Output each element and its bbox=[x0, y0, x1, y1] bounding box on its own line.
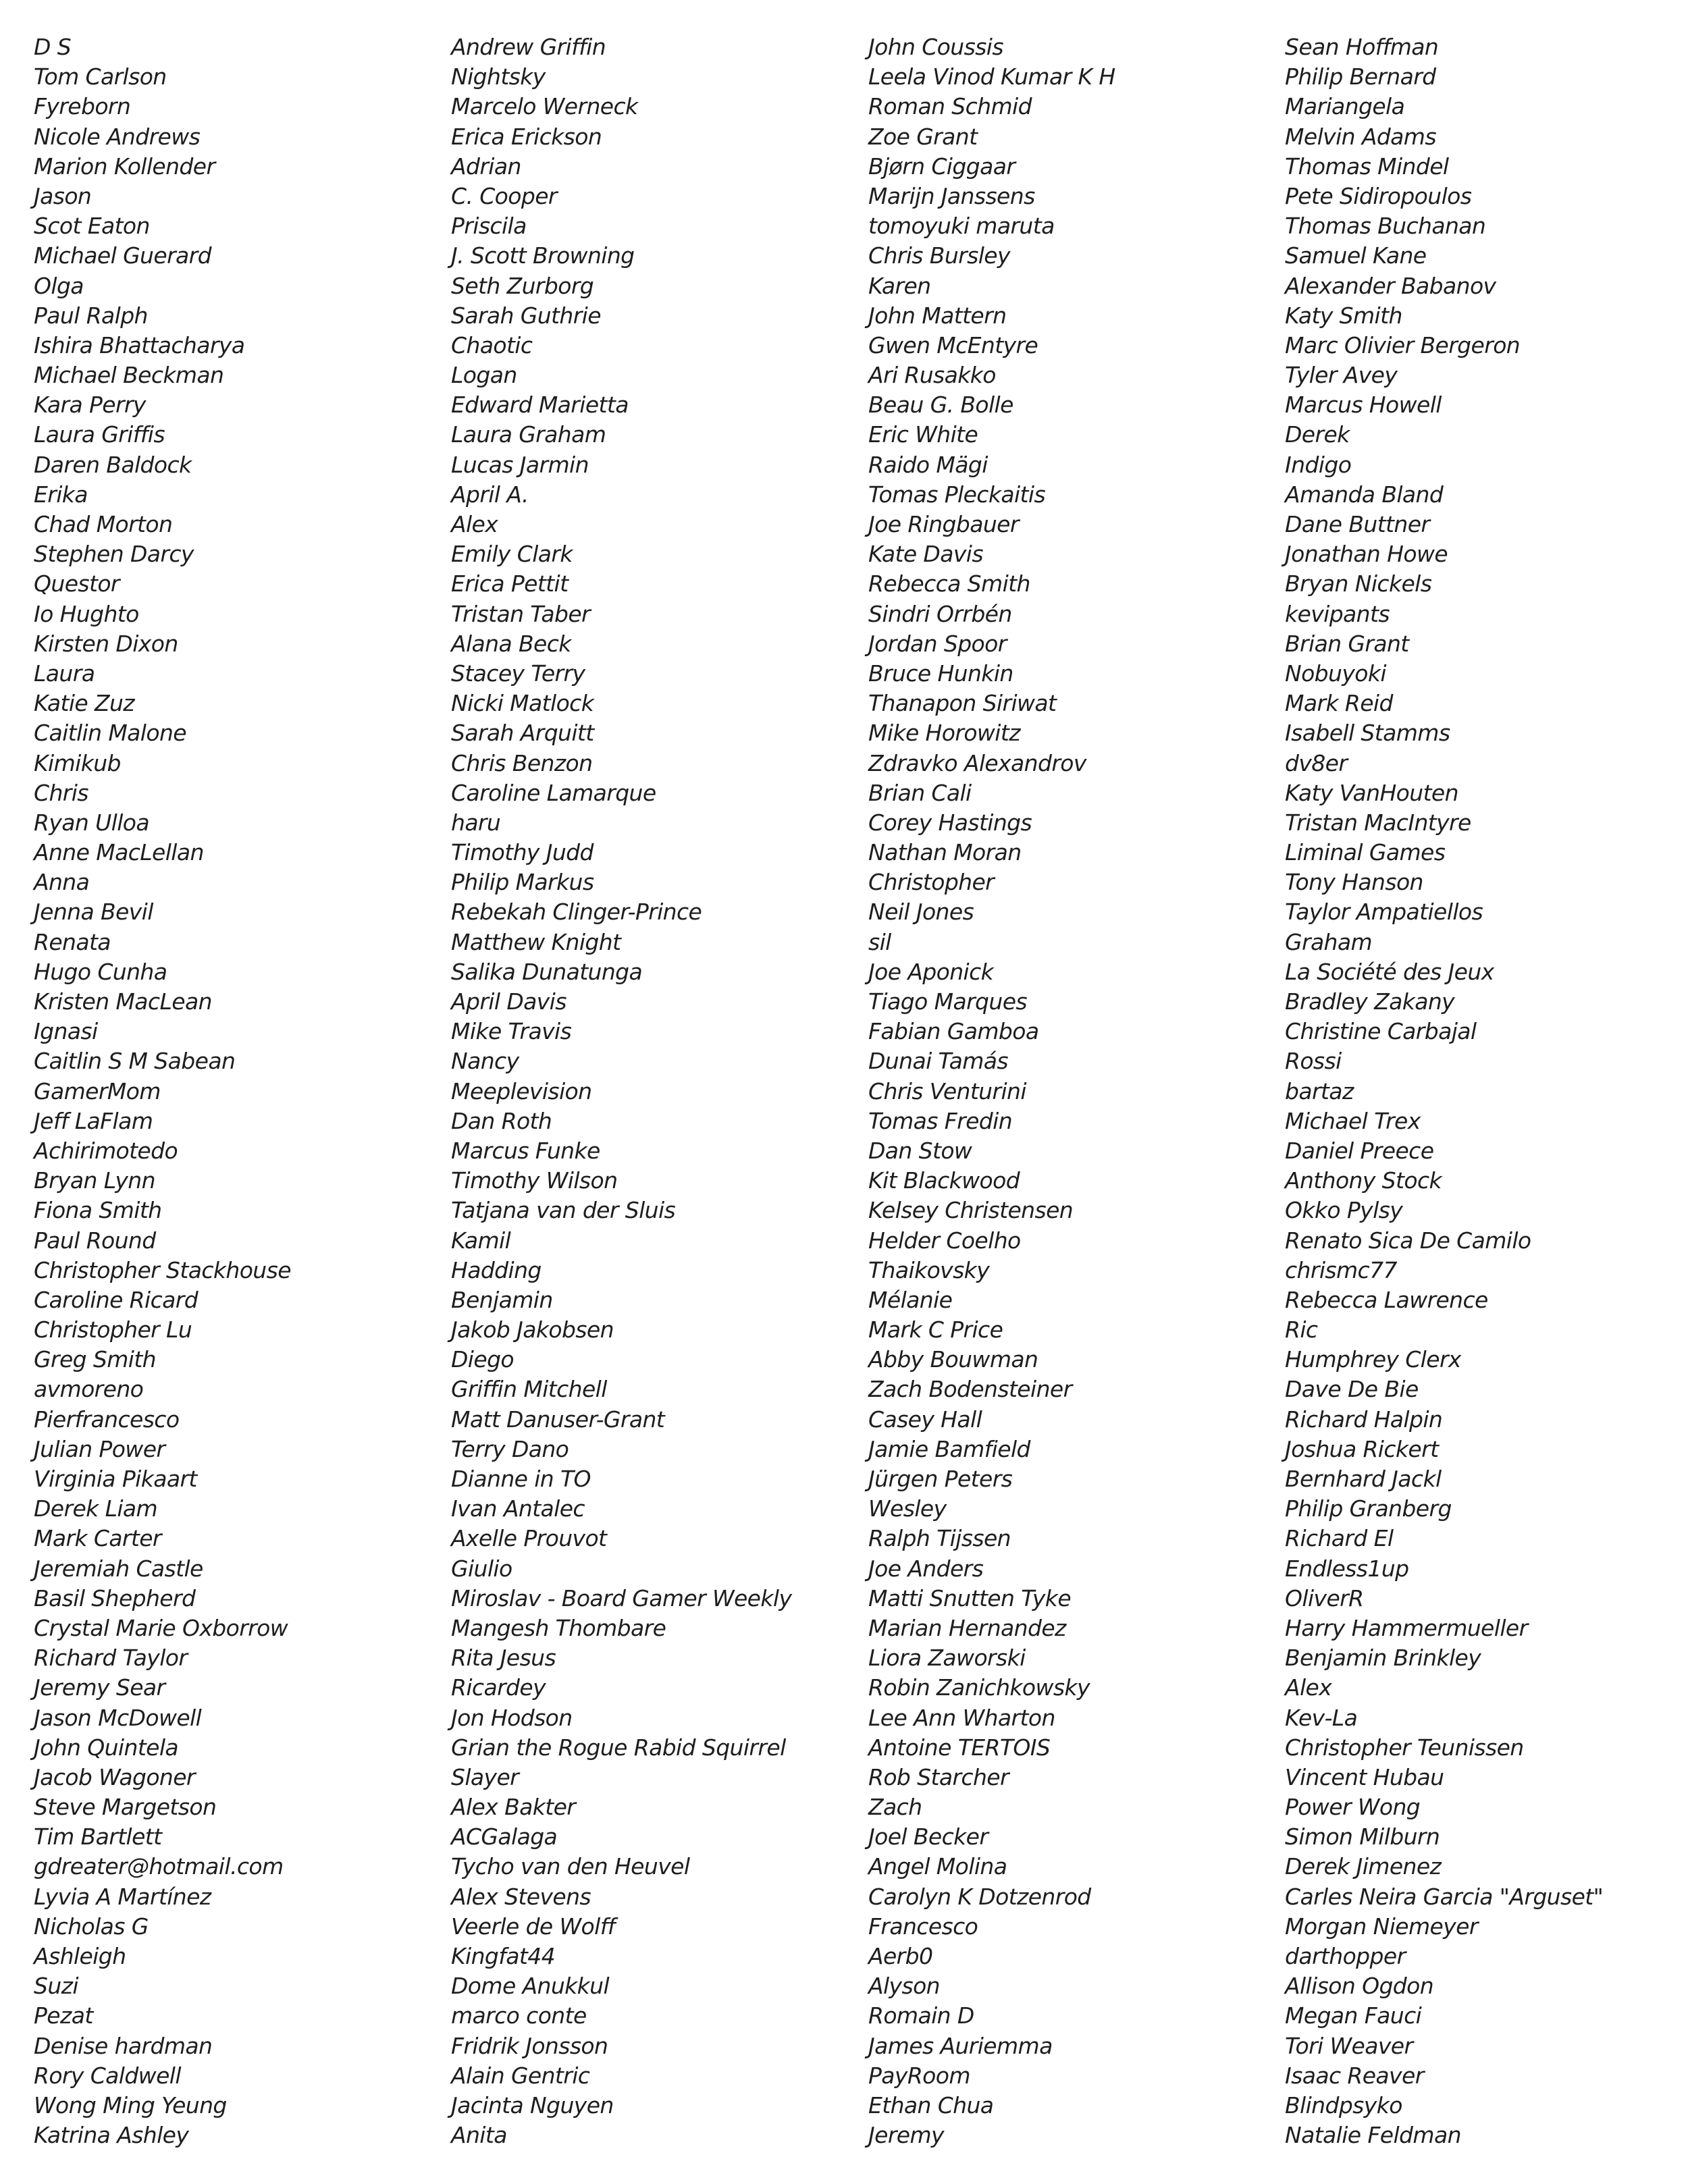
backer-name: Ignasi bbox=[34, 1018, 98, 1045]
backer-name: Sarah Arquitt bbox=[451, 720, 594, 747]
backer-name: Tiago Marques bbox=[868, 988, 1027, 1015]
name-column-2 bbox=[451, 32, 856, 2150]
backer-name: Edward Marietta bbox=[451, 392, 629, 419]
backer-name: Allison Ogdon bbox=[1285, 1973, 1434, 2000]
name-column-4 bbox=[1285, 32, 1688, 2150]
backer-name: J. Scott Browning bbox=[451, 242, 635, 269]
backer-name: Richard Halpin bbox=[1285, 1406, 1443, 1433]
backer-name: Marian Hernandez bbox=[868, 1614, 1066, 1641]
backer-name: Okko Pylsy bbox=[1285, 1197, 1403, 1224]
backer-name: Kara Perry bbox=[34, 392, 146, 419]
backer-name: Christopher bbox=[868, 869, 995, 896]
backer-name: Nobuyoki bbox=[1285, 660, 1386, 687]
backer-name: Ari Rusakko bbox=[868, 362, 996, 389]
backer-name: Marion Kollender bbox=[34, 153, 215, 180]
backer-name: John Mattern bbox=[868, 302, 1007, 329]
backer-name: Matti Snutten Tyke bbox=[868, 1584, 1072, 1612]
backer-name: Nightsky bbox=[451, 63, 546, 90]
backer-name: C. Cooper bbox=[451, 182, 557, 209]
backer-name: Ryan Ulloa bbox=[34, 809, 149, 836]
backer-name: Mark Carter bbox=[34, 1525, 161, 1552]
backer-name: Thomas Buchanan bbox=[1285, 213, 1486, 240]
backer-name: Christopher Lu bbox=[34, 1316, 192, 1343]
backer-name: Mark C Price bbox=[868, 1316, 1003, 1343]
backer-name: Sarah Guthrie bbox=[451, 302, 601, 329]
backer-name: Brian Grant bbox=[1285, 630, 1409, 657]
backer-name: Wong Ming Yeung bbox=[34, 2092, 227, 2119]
backer-name: Rossi bbox=[1285, 1048, 1342, 1075]
backer-name: Chaotic bbox=[451, 331, 533, 358]
backer-name: Rebecca Smith bbox=[868, 570, 1030, 597]
backer-name: Rita Jesus bbox=[451, 1645, 556, 1672]
backer-name: Liminal Games bbox=[1285, 839, 1446, 866]
backer-name: Bradley Zakany bbox=[1285, 988, 1455, 1015]
backer-name: Ivan Antalec bbox=[451, 1495, 585, 1522]
backer-name: Renata bbox=[34, 928, 111, 955]
backer-name: Rebecca Lawrence bbox=[1285, 1286, 1488, 1313]
backer-name: Alex Stevens bbox=[451, 1883, 591, 1910]
backer-name: Francesco bbox=[868, 1913, 978, 1940]
backer-name: Aerb0 bbox=[868, 1943, 933, 1969]
backer-name: Rebekah Clinger-Prince bbox=[451, 899, 702, 926]
backer-name: Paul Ralph bbox=[34, 302, 148, 329]
backer-name: dv8er bbox=[1285, 749, 1348, 776]
backer-name: Carolyn K Dotzenrod bbox=[868, 1883, 1091, 1910]
backer-name: Mangesh Thombare bbox=[451, 1614, 666, 1641]
backer-name: Power Wong bbox=[1285, 1794, 1421, 1821]
backer-name: Indigo bbox=[1285, 451, 1352, 478]
backer-name: Zach Bodensteiner bbox=[868, 1376, 1072, 1403]
backer-name: tomoyuki maruta bbox=[868, 213, 1055, 240]
backer-name: Kristen MacLean bbox=[34, 988, 212, 1015]
backer-name: Bernhard Jackl bbox=[1285, 1466, 1442, 1492]
backer-name: Denise hardman bbox=[34, 2032, 213, 2059]
backer-name: Erika bbox=[34, 481, 88, 508]
backer-name: Jeremy Sear bbox=[34, 1674, 165, 1701]
backer-name: Philip Granberg bbox=[1285, 1495, 1452, 1522]
backer-name: Matt Danuser-Grant bbox=[451, 1406, 665, 1433]
backer-name: Melvin Adams bbox=[1285, 123, 1436, 150]
backer-name: John Coussis bbox=[868, 34, 1003, 60]
backer-name: Jacinta Nguyen bbox=[451, 2092, 614, 2119]
backer-name: Chris Benzon bbox=[451, 749, 593, 776]
backer-name: Griffin Mitchell bbox=[451, 1376, 607, 1403]
backer-name: Jakob Jakobsen bbox=[451, 1316, 614, 1343]
backer-name: Dan Stow bbox=[868, 1137, 972, 1164]
backer-name: Mark Reid bbox=[1285, 690, 1393, 717]
backer-name: Helder Coelho bbox=[868, 1227, 1021, 1254]
backer-name: Benjamin Brinkley bbox=[1285, 1645, 1481, 1672]
backer-name: Scot Eaton bbox=[34, 213, 150, 240]
backer-name: Katy VanHouten bbox=[1285, 779, 1458, 806]
backer-name: Andrew Griffin bbox=[451, 34, 606, 60]
backer-name: Basil Shepherd bbox=[34, 1584, 196, 1612]
backer-name: Thomas Mindel bbox=[1285, 153, 1449, 180]
backer-name: Rob Starcher bbox=[868, 1763, 1009, 1790]
backer-name: Marc Olivier Bergeron bbox=[1285, 331, 1521, 358]
backer-name: Tycho van den Heuvel bbox=[451, 1853, 690, 1880]
backer-name: Alex bbox=[451, 511, 498, 537]
backer-name: Nicki Matlock bbox=[451, 690, 594, 717]
backer-name: Tori Weaver bbox=[1285, 2032, 1413, 2059]
backer-name: Kit Blackwood bbox=[868, 1167, 1020, 1194]
backer-name: Humphrey Clerx bbox=[1285, 1346, 1461, 1373]
backer-name: Virginia Pikaart bbox=[34, 1466, 197, 1492]
backer-name: Bjørn Ciggaar bbox=[868, 153, 1016, 180]
backer-name: Chad Morton bbox=[34, 511, 173, 537]
backer-name: Dave De Bie bbox=[1285, 1376, 1419, 1403]
backer-name: Michael Beckman bbox=[34, 362, 224, 389]
backer-name: Anne MacLellan bbox=[34, 839, 204, 866]
backer-name: Nicole Andrews bbox=[34, 123, 201, 150]
backer-name: Katie Zuz bbox=[34, 690, 135, 717]
backer-name: Greg Smith bbox=[34, 1346, 156, 1373]
backer-name: Derek Jimenez bbox=[1285, 1853, 1442, 1880]
backer-name: Kingfat44 bbox=[451, 1943, 556, 1969]
backer-name: Axelle Prouvot bbox=[451, 1525, 607, 1552]
backer-name: Mariangela bbox=[1285, 93, 1405, 120]
backer-name: Salika Dunatunga bbox=[451, 958, 643, 985]
backer-name: Marcelo Werneck bbox=[451, 93, 638, 120]
backer-name: Michael Trex bbox=[1285, 1107, 1421, 1134]
name-column-3 bbox=[868, 32, 1273, 2150]
backer-name: Richard El bbox=[1285, 1525, 1394, 1552]
backer-name: Hugo Cunha bbox=[34, 958, 167, 985]
backer-name: Bruce Hunkin bbox=[868, 660, 1013, 687]
backer-name: Angel Molina bbox=[868, 1853, 1007, 1880]
backer-name: Christopher Stackhouse bbox=[34, 1256, 291, 1283]
backer-name: April Davis bbox=[451, 988, 566, 1015]
backer-name: Eric White bbox=[868, 421, 978, 448]
backer-name: Pezat bbox=[34, 2002, 93, 2029]
backer-name: Fiona Smith bbox=[34, 1197, 162, 1224]
backer-name: Priscila bbox=[451, 213, 527, 240]
backer-name: Sean Hoffman bbox=[1285, 34, 1439, 60]
backer-name: Questor bbox=[34, 570, 120, 597]
backer-name: Lee Ann Wharton bbox=[868, 1704, 1055, 1731]
backer-name: sil bbox=[868, 928, 891, 955]
backer-name: Raido Mägi bbox=[868, 451, 988, 478]
backer-name: Derek Liam bbox=[34, 1495, 158, 1522]
backer-name: Mike Travis bbox=[451, 1018, 572, 1045]
backer-name: Antoine TERTOIS bbox=[868, 1734, 1051, 1761]
backer-name: Vincent Hubau bbox=[1285, 1763, 1444, 1790]
backer-name: Alana Beck bbox=[451, 630, 571, 657]
backer-name: Joel Becker bbox=[868, 1823, 988, 1850]
backer-name: Liora Zaworski bbox=[868, 1645, 1026, 1672]
backer-name: Miroslav - Board Gamer Weekly bbox=[451, 1584, 792, 1612]
backer-name: Katrina Ashley bbox=[34, 2122, 189, 2149]
backer-name: Stacey Terry bbox=[451, 660, 585, 687]
backer-name: Ethan Chua bbox=[868, 2092, 994, 2119]
backer-name: Tim Bartlett bbox=[34, 1823, 162, 1850]
backer-name: Matthew Knight bbox=[451, 928, 621, 955]
backer-name: Ashleigh bbox=[34, 1943, 126, 1969]
backer-name: Jeremiah Castle bbox=[34, 1555, 203, 1582]
backer-name: Anna bbox=[34, 869, 90, 896]
backer-name: Jeremy bbox=[868, 2122, 944, 2149]
backer-name: Mike Horowitz bbox=[868, 720, 1020, 747]
backer-name: Suzi bbox=[34, 1973, 78, 2000]
backer-name: Kate Davis bbox=[868, 541, 983, 568]
backer-name: Renato Sica De Camilo bbox=[1285, 1227, 1531, 1254]
backer-name: Lyvia A Martínez bbox=[34, 1883, 211, 1910]
backer-name: Slayer bbox=[451, 1763, 519, 1790]
backer-name: Dan Roth bbox=[451, 1107, 552, 1134]
backer-name: Kirsten Dixon bbox=[34, 630, 178, 657]
backer-name: Laura bbox=[34, 660, 95, 687]
backer-name: Harry Hammermueller bbox=[1285, 1614, 1528, 1641]
backer-name: Michael Guerard bbox=[34, 242, 211, 269]
backer-name: Zoe Grant bbox=[868, 123, 978, 150]
backer-name: Adrian bbox=[451, 153, 521, 180]
backer-name: Dane Buttner bbox=[1285, 511, 1430, 537]
backer-name: Hadding bbox=[451, 1256, 542, 1283]
backer-name: Karen bbox=[868, 272, 931, 299]
backer-name: Caroline Ricard bbox=[34, 1286, 199, 1313]
backer-name: Roman Schmid bbox=[868, 93, 1032, 120]
backer-name: Anthony Stock bbox=[1285, 1167, 1442, 1194]
backer-name: Natalie Feldman bbox=[1285, 2122, 1461, 2149]
backer-name: Katy Smith bbox=[1285, 302, 1402, 329]
backer-name: Kelsey Christensen bbox=[868, 1197, 1074, 1224]
backer-name: James Auriemma bbox=[868, 2032, 1053, 2059]
backer-name: marco conte bbox=[451, 2002, 587, 2029]
backer-name: Io Hughto bbox=[34, 600, 139, 627]
backer-name: Philip Bernard bbox=[1285, 63, 1436, 90]
backer-name: Tyler Avey bbox=[1285, 362, 1398, 389]
backer-name: Benjamin bbox=[451, 1286, 553, 1313]
backer-name: Romain D bbox=[868, 2002, 974, 2029]
backer-name: Tristan Taber bbox=[451, 600, 591, 627]
backer-name: Brian Cali bbox=[868, 779, 972, 806]
backer-name: Jacob Wagoner bbox=[34, 1763, 195, 1790]
backer-name: Marijn Janssens bbox=[868, 182, 1035, 209]
backer-name: Wesley bbox=[868, 1495, 947, 1522]
backer-name: Chris Venturini bbox=[868, 1077, 1026, 1104]
backer-name: Nancy bbox=[451, 1048, 519, 1075]
backer-name: Jamie Bamfield bbox=[868, 1435, 1030, 1462]
backer-name: Dianne in TO bbox=[451, 1466, 591, 1492]
backer-name: Caitlin Malone bbox=[34, 720, 186, 747]
backer-name: Samuel Kane bbox=[1285, 242, 1427, 269]
backer-name: Daren Baldock bbox=[34, 451, 192, 478]
backer-name: Jürgen Peters bbox=[868, 1466, 1013, 1492]
backer-name: Alex Bakter bbox=[451, 1794, 576, 1821]
backer-name: Chris Bursley bbox=[868, 242, 1010, 269]
backer-name: Meeplevision bbox=[451, 1077, 592, 1104]
backer-name: Carles Neira Garcia "Arguset" bbox=[1285, 1883, 1604, 1910]
backer-name: ACGalaga bbox=[451, 1823, 558, 1850]
backer-name: Joe Anders bbox=[868, 1555, 984, 1582]
backer-name: Rory Caldwell bbox=[34, 2062, 181, 2089]
backer-name: Alexander Babanov bbox=[1285, 272, 1496, 299]
backer-name: Marcus Howell bbox=[1285, 392, 1442, 419]
backer-name: Stephen Darcy bbox=[34, 541, 194, 568]
backer-name: Tomas Pleckaitis bbox=[868, 481, 1046, 508]
backer-name: Endless1up bbox=[1285, 1555, 1409, 1582]
backer-name: Graham bbox=[1285, 928, 1373, 955]
backer-name: GamerMom bbox=[34, 1077, 161, 1104]
backer-name: bartaz bbox=[1285, 1077, 1354, 1104]
backer-name: Grian the Rogue Rabid Squirrel bbox=[451, 1734, 786, 1761]
backer-name: kevipants bbox=[1285, 600, 1390, 627]
backer-name: haru bbox=[451, 809, 501, 836]
backer-name: Tony Hanson bbox=[1285, 869, 1423, 896]
backer-name: Timothy Wilson bbox=[451, 1167, 618, 1194]
backer-name: gdreater@hotmail.com bbox=[34, 1853, 284, 1880]
backer-name: Emily Clark bbox=[451, 541, 573, 568]
backer-name: Fabian Gamboa bbox=[868, 1018, 1039, 1045]
backer-name: Bryan Nickels bbox=[1285, 570, 1432, 597]
backer-name: Kev-La bbox=[1285, 1704, 1358, 1731]
backer-name: Chris bbox=[34, 779, 88, 806]
backer-name: Giulio bbox=[451, 1555, 512, 1582]
backer-name: Ishira Bhattacharya bbox=[34, 331, 245, 358]
backer-name: Christopher Teunissen bbox=[1285, 1734, 1524, 1761]
backer-name: Diego bbox=[451, 1346, 515, 1373]
backer-name: Zach bbox=[868, 1794, 922, 1821]
backer-name: Pete Sidiropoulos bbox=[1285, 182, 1472, 209]
backer-name: Nathan Moran bbox=[868, 839, 1022, 866]
backer-name: Joshua Rickert bbox=[1285, 1435, 1439, 1462]
backer-name: Christine Carbajal bbox=[1285, 1018, 1477, 1045]
backer-name: Laura Graham bbox=[451, 421, 606, 448]
backer-name: Leela Vinod Kumar K H bbox=[868, 63, 1115, 90]
backer-name: Thaikovsky bbox=[868, 1256, 990, 1283]
backer-name: Daniel Preece bbox=[1285, 1137, 1434, 1164]
backer-name: Tom Carlson bbox=[34, 63, 167, 90]
backer-name: Tomas Fredin bbox=[868, 1107, 1013, 1134]
backer-name: Jon Hodson bbox=[451, 1704, 573, 1731]
backer-name: Tristan MacIntyre bbox=[1285, 809, 1471, 836]
backer-name: Steve Margetson bbox=[34, 1794, 217, 1821]
backer-name: Dome Anukkul bbox=[451, 1973, 610, 2000]
backer-name: April A. bbox=[451, 481, 529, 508]
backer-name: Julian Power bbox=[34, 1435, 165, 1462]
backer-name: Erica Erickson bbox=[451, 123, 602, 150]
backer-name: Thanapon Siriwat bbox=[868, 690, 1057, 717]
backer-name: Alain Gentric bbox=[451, 2062, 590, 2089]
backer-name: Caitlin S M Sabean bbox=[34, 1048, 236, 1075]
backer-name: Pierfrancesco bbox=[34, 1406, 180, 1433]
backer-name: Fridrik Jonsson bbox=[451, 2032, 608, 2059]
backer-name: Casey Hall bbox=[868, 1406, 982, 1433]
backer-name: Fyreborn bbox=[34, 93, 131, 120]
backer-name: Morgan Niemeyer bbox=[1285, 1913, 1478, 1940]
backer-name: Crystal Marie Oxborrow bbox=[34, 1614, 288, 1641]
backer-name: Alex bbox=[1285, 1674, 1332, 1701]
backer-name: Simon Milburn bbox=[1285, 1823, 1440, 1850]
backer-name: Zdravko Alexandrov bbox=[868, 749, 1086, 776]
backer-name: Taylor Ampatiellos bbox=[1285, 899, 1483, 926]
backer-name: Jason bbox=[34, 182, 92, 209]
backer-name: Marcus Funke bbox=[451, 1137, 600, 1164]
backer-name: PayRoom bbox=[868, 2062, 970, 2089]
backer-name: Seth Zurborg bbox=[451, 272, 594, 299]
backer-name: Gwen McEntyre bbox=[868, 331, 1038, 358]
backer-name: Blindpsyko bbox=[1285, 2092, 1402, 2119]
backer-name: Richard Taylor bbox=[34, 1645, 188, 1672]
backer-name: Amanda Bland bbox=[1285, 481, 1444, 508]
backer-name: D S bbox=[34, 34, 72, 60]
backer-name: Lucas Jarmin bbox=[451, 451, 589, 478]
backer-name: Neil Jones bbox=[868, 899, 974, 926]
backer-name: Timothy Judd bbox=[451, 839, 594, 866]
backer-name: John Quintela bbox=[34, 1734, 179, 1761]
backer-name: Ralph Tijssen bbox=[868, 1525, 1011, 1552]
backer-name: Robin Zanichkowsky bbox=[868, 1674, 1090, 1701]
backer-name: Terry Dano bbox=[451, 1435, 569, 1462]
backer-name: Tatjana van der Sluis bbox=[451, 1197, 676, 1224]
backer-name: Jordan Spoor bbox=[868, 630, 1007, 657]
backer-name: Dunai Tamás bbox=[868, 1048, 1008, 1075]
backer-name: Jason McDowell bbox=[34, 1704, 202, 1731]
backer-name: Sindri Orrbén bbox=[868, 600, 1012, 627]
backer-name: Anita bbox=[451, 2122, 507, 2149]
backer-name: Isabell Stamms bbox=[1285, 720, 1450, 747]
backer-name: Paul Round bbox=[34, 1227, 156, 1254]
name-column-1 bbox=[34, 32, 439, 2150]
backer-name: darthopper bbox=[1285, 1943, 1406, 1969]
backer-name: Ric bbox=[1285, 1316, 1318, 1343]
backer-name: Alyson bbox=[868, 1973, 940, 2000]
backer-name: Joe Aponick bbox=[868, 958, 994, 985]
backer-name: Joe Ringbauer bbox=[868, 511, 1019, 537]
backer-name: Philip Markus bbox=[451, 869, 594, 896]
backer-name: Nicholas G bbox=[34, 1913, 149, 1940]
backer-name: avmoreno bbox=[34, 1376, 144, 1403]
backer-name: Jeff LaFlam bbox=[34, 1107, 153, 1134]
backer-name: Laura Griffis bbox=[34, 421, 165, 448]
backer-name: Caroline Lamarque bbox=[451, 779, 656, 806]
backer-name: Mélanie bbox=[868, 1286, 953, 1313]
backer-name: Abby Bouwman bbox=[868, 1346, 1038, 1373]
backer-name: Veerle de Wolff bbox=[451, 1913, 615, 1940]
backer-name: chrismc77 bbox=[1285, 1256, 1397, 1283]
backer-name: Corey Hastings bbox=[868, 809, 1032, 836]
backer-name: La Société des Jeux bbox=[1285, 958, 1494, 985]
backer-name: Olga bbox=[34, 272, 84, 299]
backer-name: Derek bbox=[1285, 421, 1350, 448]
backer-name: Logan bbox=[451, 362, 517, 389]
backer-name: Kamil bbox=[451, 1227, 511, 1254]
backer-name: OliverR bbox=[1285, 1584, 1364, 1612]
backer-name: Erica Pettit bbox=[451, 570, 569, 597]
backer-name: Megan Fauci bbox=[1285, 2002, 1422, 2029]
backer-name: Beau G. Bolle bbox=[868, 392, 1013, 419]
backer-name: Kimikub bbox=[34, 749, 121, 776]
backer-name: Jonathan Howe bbox=[1285, 541, 1448, 568]
backer-name: Ricardey bbox=[451, 1674, 546, 1701]
backer-name: Isaac Reaver bbox=[1285, 2062, 1424, 2089]
backer-name: Achirimotedo bbox=[34, 1137, 178, 1164]
backer-name: Jenna Bevil bbox=[34, 899, 153, 926]
backer-name: Bryan Lynn bbox=[34, 1167, 155, 1194]
